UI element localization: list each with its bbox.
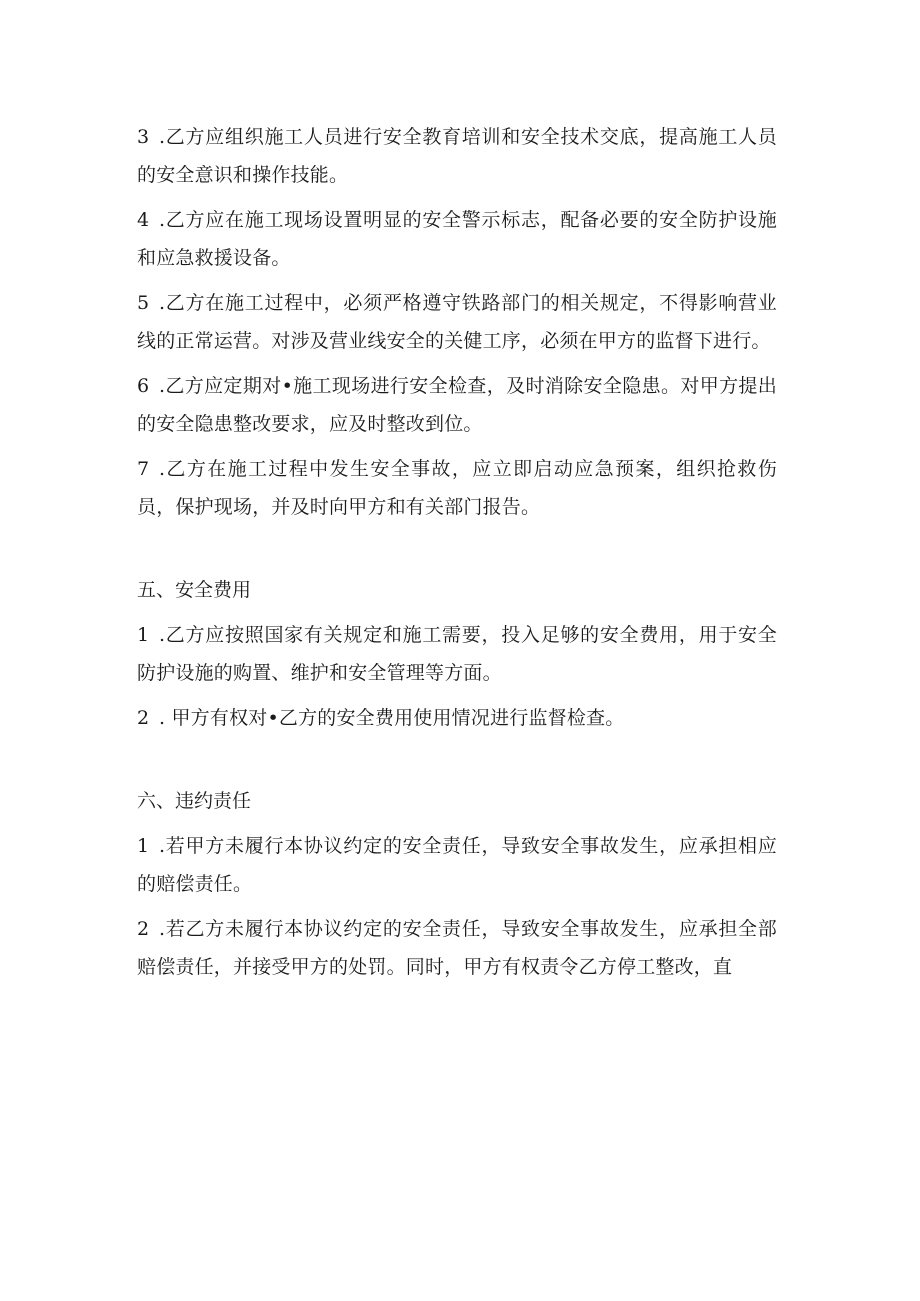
clause-number: 7 (137, 458, 150, 480)
clause-text: .乙方应在施工现场设置明显的安全警示标志，配备必要的安全防护设施和应急救援设备。 (137, 209, 777, 269)
clause-number: 3 (137, 126, 150, 148)
clause-number: 1 (137, 624, 150, 646)
clause-4-3 (137, 118, 777, 194)
clause-text: .若甲方未履行本协议约定的安全责任，导致安全事故发生，应承担相应的赔偿责任。 (137, 835, 777, 895)
clause-number: 2 (137, 918, 150, 940)
clause-number: 2 (137, 707, 150, 729)
section-heading-liability: 六、违约责任 (137, 790, 252, 812)
clause-4-4 (137, 201, 777, 277)
section-spacer (137, 744, 777, 782)
clause-4-5 (137, 284, 777, 360)
clause-4-6 (137, 367, 777, 443)
clause-text: .乙方应按照国家有关规定和施工需要，投入足够的安全费用，用于安全防护设施的购置、维护和安全管理等方面。 (137, 624, 777, 684)
clause-text: .乙方在施工过程中发生安全事故，应立即启动应急预案，组织抢救伤员，保护现场，并及时向甲方和有关部门报告。 (137, 458, 777, 518)
clause-number: 1 (137, 835, 150, 857)
section-heading-safety-costs: 五、安全费用 (137, 579, 252, 601)
clause-text: . 甲方有权对•乙方的安全费用使用情况进行监督检查。 (159, 707, 625, 729)
clause-number: 4 (137, 209, 150, 231)
section-spacer (137, 533, 777, 571)
clause-text: .若乙方未履行本协议约定的安全责任，导致安全事故发生，应承担全部赔偿责任，并接受甲方的处罚。同时，甲方有权责令乙方停工整改，直 (137, 918, 777, 978)
clause-number: 5 (137, 292, 150, 314)
clause-text: .乙方应组织施工人员进行安全教育培训和安全技术交底，提高施工人员的安全意识和操作技能。 (137, 126, 777, 186)
clause-text: .乙方在施工过程中，必须严格遵守铁路部门的相关规定，不得影响营业线的正常运营。对涉及营业线安全的关健工序，必须在甲方的监督下进行。 (137, 292, 777, 352)
clause-6-2 (137, 910, 777, 986)
clause-6-1 (137, 827, 777, 903)
clause-5-2 (137, 699, 777, 737)
clause-number: 6 (137, 375, 150, 397)
document-body (137, 118, 777, 993)
clause-5-1 (137, 616, 777, 692)
clause-4-7 (137, 450, 777, 526)
clause-text: .乙方应定期对•施工现场进行安全检查，及时消除安全隐患。对甲方提出的安全隐患整改要求，应及时整改到位。 (137, 375, 777, 435)
